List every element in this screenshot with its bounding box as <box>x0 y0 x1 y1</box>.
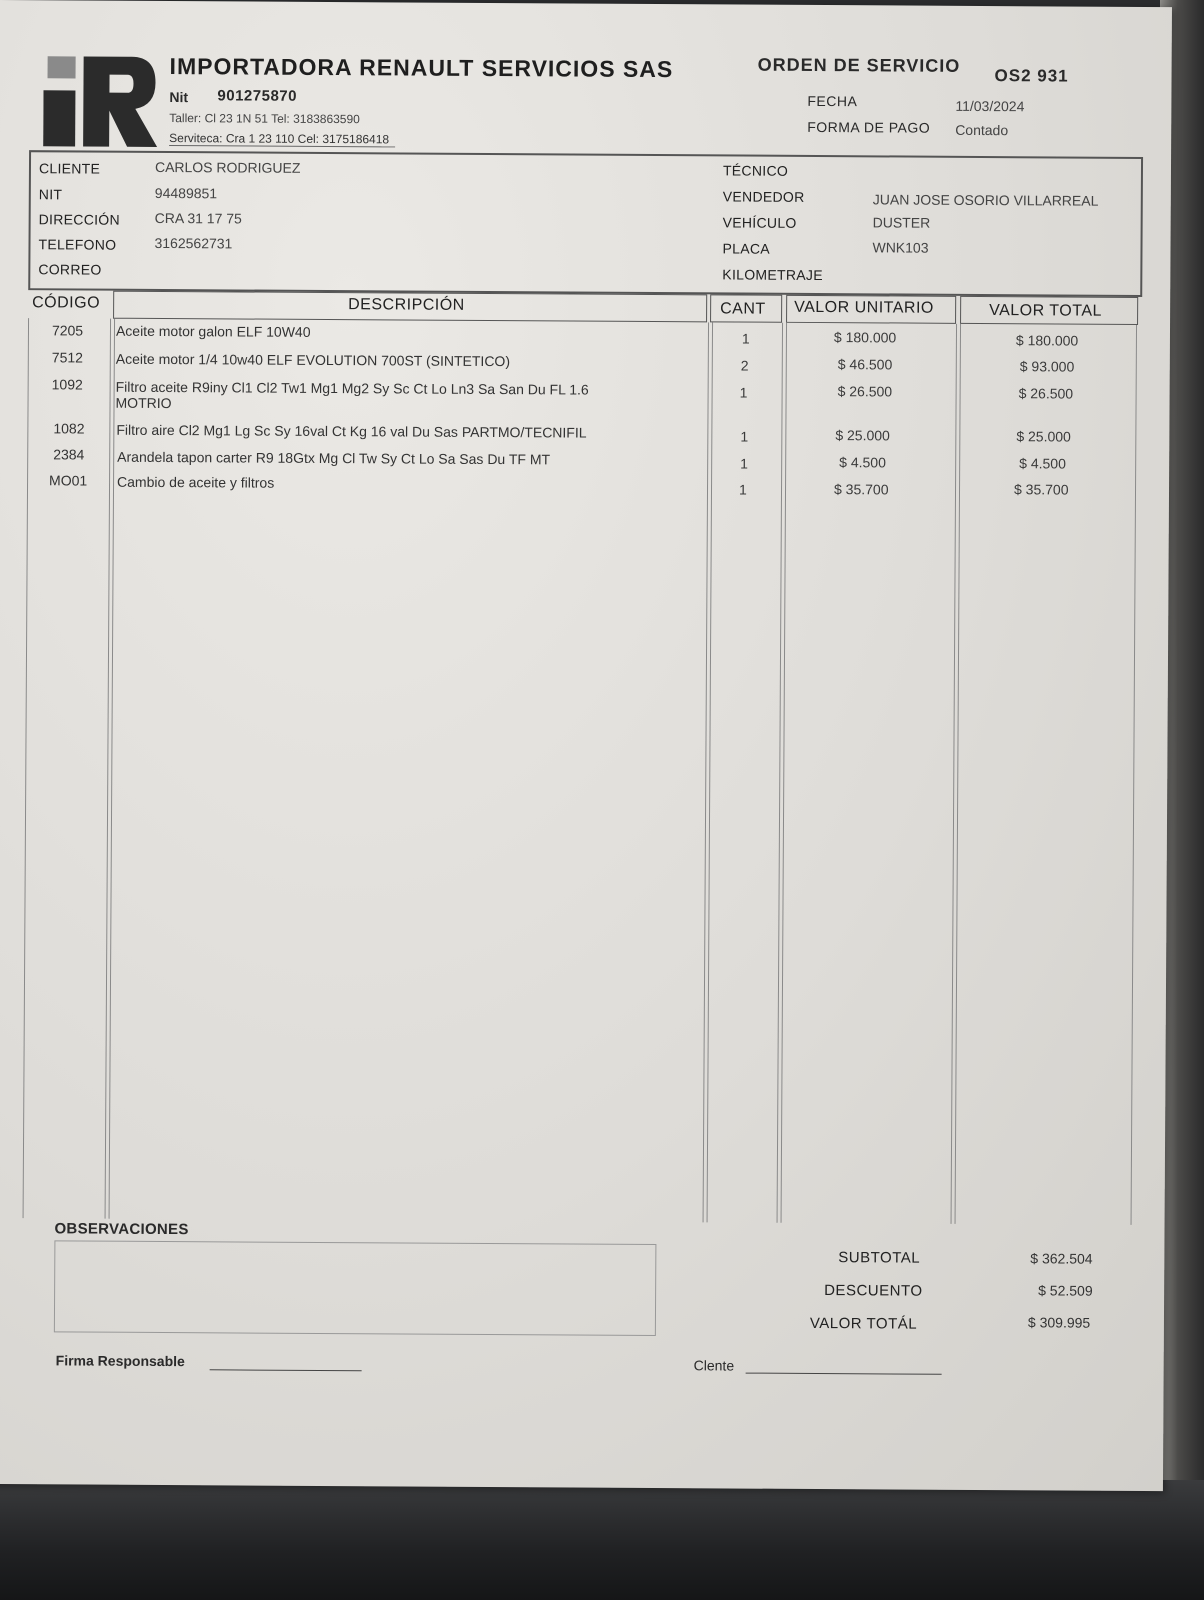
subtotal-value: $ 362.504 <box>1030 1250 1093 1267</box>
row-codigo: 7205 <box>51 322 84 339</box>
row-codigo: 1092 <box>51 376 83 393</box>
vehiculo-value: DUSTER <box>872 214 931 231</box>
payment-label: FORMA DE PAGO <box>807 118 931 136</box>
company-nit-value: 901275870 <box>217 87 298 105</box>
row-total: $ 93.000 <box>1019 358 1075 375</box>
observaciones-label: OBSERVACIONES <box>54 1220 189 1239</box>
payment-value: Contado <box>955 121 1009 139</box>
background-bottom <box>0 1480 1204 1600</box>
telefono-value: 3162562731 <box>154 234 233 252</box>
date-value: 11/03/2024 <box>955 97 1025 115</box>
descuento-value: $ 52.509 <box>1038 1282 1093 1299</box>
renault-logo <box>43 52 159 149</box>
row-codigo: 7512 <box>51 349 84 366</box>
row-descripcion: Filtro aire Cl2 Mg1 Lg Sc Sy 16val Ct Kg 16 val Du Sas PARTMO/TECNIFIL <box>116 421 587 441</box>
cliente-value: CARLOS RODRIGUEZ <box>154 158 301 176</box>
company-nit-label: Nit <box>169 89 189 106</box>
order-title: ORDEN DE SERVICIO <box>757 54 961 76</box>
firma-responsable-label: Firma Responsable <box>55 1352 185 1370</box>
placa-label: PLACA <box>722 240 770 257</box>
row-unitario: $ 4.500 <box>839 454 886 471</box>
serviteca-address: Serviteca: Cra 1 23 110 Cel: 3175186418 <box>169 131 395 147</box>
col-header-descripcion: DESCRIPCIÓN <box>348 296 465 314</box>
placa-value: WNK103 <box>872 239 929 256</box>
descuento-label: DESCUENTO <box>824 1282 923 1300</box>
row-descripcion: Filtro aceite R9iny Cl1 Cl2 Tw1 Mg1 Mg2 Sy Sc Ct Lo Ln3 Sa San Du FL 1.6 <box>115 378 589 398</box>
firma-line <box>210 1369 362 1371</box>
col-divider <box>23 318 29 1218</box>
col-header-total: VALOR TOTAL <box>989 302 1102 320</box>
kilometraje-label: KILOMETRAJE <box>722 266 823 284</box>
col-header-unitario: VALOR UNITARIO <box>794 298 934 317</box>
row-descripcion: Cambio de aceite y filtros <box>117 473 275 491</box>
row-descripcion: Aceite motor galon ELF 10W40 <box>115 322 311 340</box>
correo-label: CORREO <box>38 261 102 278</box>
row-cant: 1 <box>738 481 747 498</box>
client-nit-label: NIT <box>38 186 63 203</box>
row-unitario: $ 46.500 <box>837 356 893 373</box>
col-header-cant: CANT <box>720 300 766 318</box>
row-descripcion: Aceite motor 1/4 10w40 ELF EVOLUTION 700ST (SINTETICO) <box>115 350 511 370</box>
col-divider <box>1131 325 1137 1225</box>
row-unitario: $ 26.500 <box>837 383 893 400</box>
direccion-value: CRA 31 17 75 <box>154 209 242 227</box>
valor-total-label: VALOR TOTÁL <box>809 1314 918 1333</box>
row-codigo: MO01 <box>49 472 88 489</box>
cliente-firma-label: Clente <box>693 1357 735 1374</box>
telefono-label: TELEFONO <box>38 236 117 253</box>
date-label: FECHA <box>807 92 858 110</box>
cliente-firma-line <box>746 1373 942 1375</box>
valor-total-value: $ 309.995 <box>1027 1314 1091 1331</box>
client-nit-value: 94489851 <box>154 184 218 202</box>
vendedor-value: JUAN JOSE OSORIO VILLARREAL <box>872 191 1099 209</box>
row-cant: 1 <box>739 384 748 401</box>
row-cant: 2 <box>740 357 749 374</box>
row-descripcion: Arandela tapon carter R9 18Gtx Mg Cl Tw Sy Ct Lo Sa Sas Du TF MT <box>117 448 551 468</box>
subtotal-label: SUBTOTAL <box>838 1249 921 1267</box>
row-total: $ 26.500 <box>1018 385 1074 402</box>
row-total: $ 25.000 <box>1016 428 1071 445</box>
vehiculo-label: VEHÍCULO <box>722 214 797 231</box>
row-total: $ 4.500 <box>1019 455 1066 472</box>
order-number: OS2 931 <box>994 66 1069 86</box>
direccion-label: DIRECCIÓN <box>38 211 120 228</box>
row-unitario: $ 180.000 <box>833 329 897 346</box>
row-codigo: 2384 <box>53 446 85 463</box>
observaciones-box <box>54 1240 657 1336</box>
vendedor-label: VENDEDOR <box>722 188 805 205</box>
row-unitario: $ 35.700 <box>833 481 889 498</box>
row-total: $ 180.000 <box>1015 332 1079 349</box>
cliente-label: CLIENTE <box>38 160 101 177</box>
row-codigo: 1082 <box>53 420 85 437</box>
company-name: IMPORTADORA RENAULT SERVICIOS SAS <box>169 53 674 83</box>
row-descripcion-cont: MOTRIO <box>115 394 172 412</box>
tecnico-label: TÉCNICO <box>722 162 789 179</box>
row-total: $ 35.700 <box>1013 481 1069 498</box>
col-header-codigo: CÓDIGO <box>32 294 101 312</box>
taller-address: Taller: Cl 23 1N 51 Tel: 3183863590 <box>169 111 360 127</box>
row-cant: 1 <box>740 455 749 472</box>
row-cant: 1 <box>740 428 749 445</box>
row-cant: 1 <box>741 330 750 347</box>
row-unitario: $ 25.000 <box>835 427 890 444</box>
